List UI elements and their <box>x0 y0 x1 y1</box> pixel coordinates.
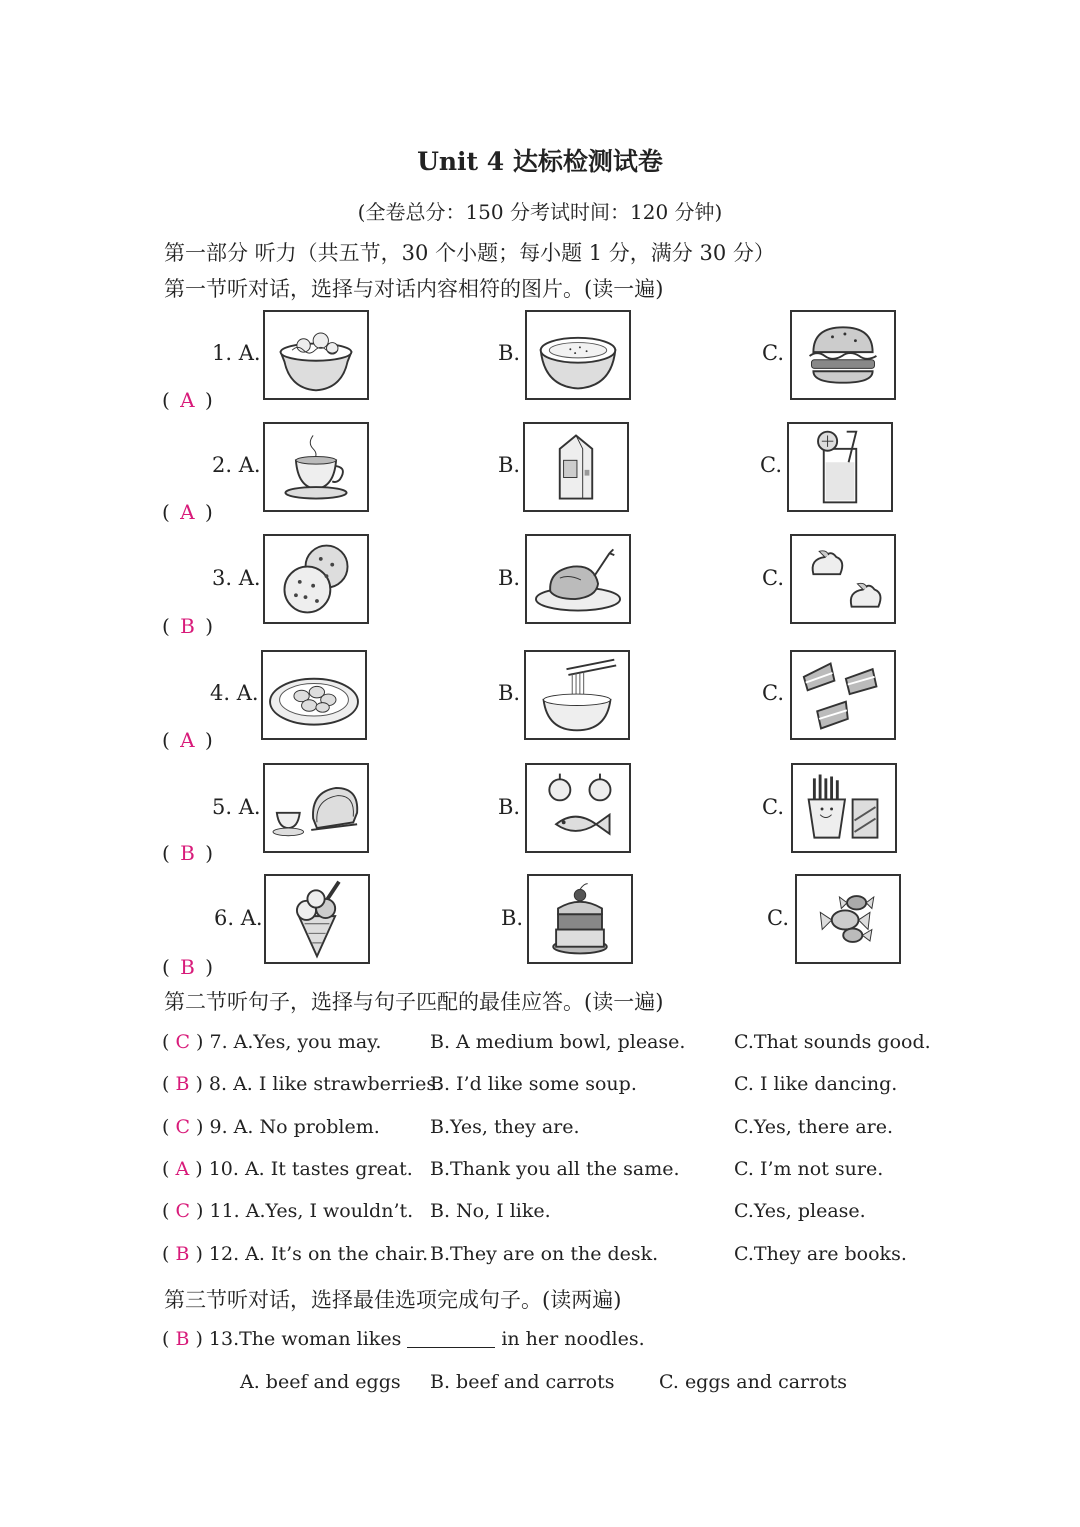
option-c-label: C. <box>767 906 789 930</box>
answer-blank <box>407 1329 495 1348</box>
option-a-text: 8. A. I like strawberries. <box>208 1073 443 1095</box>
option-b-text: B. beef and carrots <box>430 1371 615 1393</box>
option-c-text: C.Yes, there are. <box>734 1116 894 1138</box>
option-b-label: B. <box>498 681 521 705</box>
answer-letter: A <box>180 388 197 412</box>
answer-letter: B <box>175 1243 190 1265</box>
option-b-label: B. <box>498 453 521 477</box>
cookies-icon <box>263 534 369 624</box>
option-b-text: B.Thank you all the same. <box>430 1158 680 1180</box>
section2-heading: 第二节听句子，选择与句子匹配的最佳应答。(读一遍) <box>164 990 664 1014</box>
answer-bracket: ( A ) <box>162 388 215 412</box>
question-stem: ( C ) 9. A. No problem. <box>162 1116 380 1138</box>
oranges-and-fish-icon <box>525 763 631 853</box>
option-a-text: 10. A. It tastes great. <box>208 1158 413 1180</box>
question-label: 2. A. <box>212 453 261 477</box>
option-b-label: B. <box>498 795 521 819</box>
option-a-text: A. beef and eggs <box>240 1371 401 1393</box>
option-c-text: C. I like dancing. <box>734 1073 898 1095</box>
section1-heading: 第一节听对话，选择与对话内容相符的图片。(读一遍) <box>164 277 664 301</box>
option-c-label: C. <box>760 453 782 477</box>
answer-bracket: ( A ) <box>162 728 215 752</box>
stem-after: in her noodles. <box>501 1328 645 1350</box>
roast-chicken-icon <box>525 534 631 624</box>
exam-info: (全卷总分：150 分考试时间：120 分钟) <box>357 200 723 224</box>
part1-heading: 第一部分 听力（共五节，30 个小题；每小题 1 分，满分 30 分） <box>164 241 775 265</box>
answer-letter: C <box>175 1116 190 1138</box>
question-stem: ( B ) 8. A. I like strawberries. <box>162 1073 443 1095</box>
option-b-label: B. <box>501 906 524 930</box>
answer-letter: A <box>180 500 197 524</box>
option-a-text: 9. A. No problem. <box>209 1116 380 1138</box>
question-stem: ( B ) 12. A. It’s on the chair. <box>162 1243 429 1265</box>
option-a-text: 11. A.Yes, I wouldn’t. <box>209 1200 414 1222</box>
option-b-text: B.They are on the desk. <box>430 1243 659 1265</box>
answer-bracket: ( A ) <box>162 500 215 524</box>
option-b-label: B. <box>498 566 521 590</box>
option-c-text: C.They are books. <box>734 1243 907 1265</box>
fries-and-drink-icon <box>791 763 897 853</box>
question-label: 4. A. <box>210 681 259 705</box>
option-b-text: B. I’d like some soup. <box>430 1073 637 1095</box>
question-stem: ( C ) 11. A.Yes, I wouldn’t. <box>162 1200 414 1222</box>
option-c-text: C. I’m not sure. <box>734 1158 884 1180</box>
question-label: 3. A. <box>212 566 261 590</box>
question-stem: ( A ) 10. A. It tastes great. <box>162 1158 413 1180</box>
peaches-icon <box>790 534 896 624</box>
hamburger-icon <box>790 310 896 400</box>
dumplings-plate-icon <box>261 650 367 740</box>
option-c-label: C. <box>762 341 784 365</box>
question-label: 1. A. <box>212 341 261 365</box>
option-a-text: 7. A.Yes, you may. <box>209 1031 382 1053</box>
milk-carton-icon <box>523 422 629 512</box>
tea-and-bread-icon <box>263 763 369 853</box>
answer-letter: B <box>175 1073 190 1095</box>
cake-slices-icon <box>790 650 896 740</box>
ice-cream-cone-icon <box>264 874 370 964</box>
answer-letter: B <box>180 614 197 638</box>
question-label: 5. A. <box>212 795 261 819</box>
answer-bracket: ( B ) <box>162 614 216 638</box>
option-b-text: B.Yes, they are. <box>430 1116 580 1138</box>
answer-letter: A <box>180 728 197 752</box>
option-c-text: C.Yes, please. <box>734 1200 866 1222</box>
answer-letter: C <box>175 1200 190 1222</box>
noodle-bowl-icon <box>263 310 369 400</box>
option-c-text: C.That sounds good. <box>734 1031 931 1053</box>
question-label: 6. A. <box>214 906 263 930</box>
answer-letter: A <box>175 1158 190 1180</box>
answer-bracket: ( B ) <box>162 841 216 865</box>
tea-cup-icon <box>263 422 369 512</box>
answer-letter: C <box>175 1031 190 1053</box>
answer-letter: B <box>180 841 197 865</box>
stem-before: 13.The woman likes <box>208 1328 402 1350</box>
noodles-chopsticks-icon <box>524 650 630 740</box>
juice-glass-icon <box>787 422 893 512</box>
option-c-label: C. <box>762 795 784 819</box>
answer-letter: B <box>180 955 197 979</box>
option-b-label: B. <box>498 341 521 365</box>
option-b-text: B. A medium bowl, please. <box>430 1031 686 1053</box>
answer-bracket: ( B ) <box>162 955 216 979</box>
section3-heading: 第三节听对话，选择最佳选项完成句子。(读两遍) <box>164 1288 622 1312</box>
option-c-label: C. <box>762 681 784 705</box>
question-stem: ( C ) 7. A.Yes, you may. <box>162 1031 382 1053</box>
option-c-label: C. <box>762 566 784 590</box>
option-a-text: 12. A. It’s on the chair. <box>208 1243 429 1265</box>
option-c-text: C. eggs and carrots <box>659 1371 848 1393</box>
rice-bowl-icon <box>525 310 631 400</box>
question-13-stem: ( B ) 13.The woman likes in her noodles. <box>162 1328 645 1350</box>
layer-cake-icon <box>527 874 633 964</box>
page-title: Unit 4 达标检测试卷 <box>417 147 663 176</box>
candies-icon <box>795 874 901 964</box>
option-b-text: B. No, I like. <box>430 1200 551 1222</box>
answer-letter: B <box>175 1328 190 1350</box>
